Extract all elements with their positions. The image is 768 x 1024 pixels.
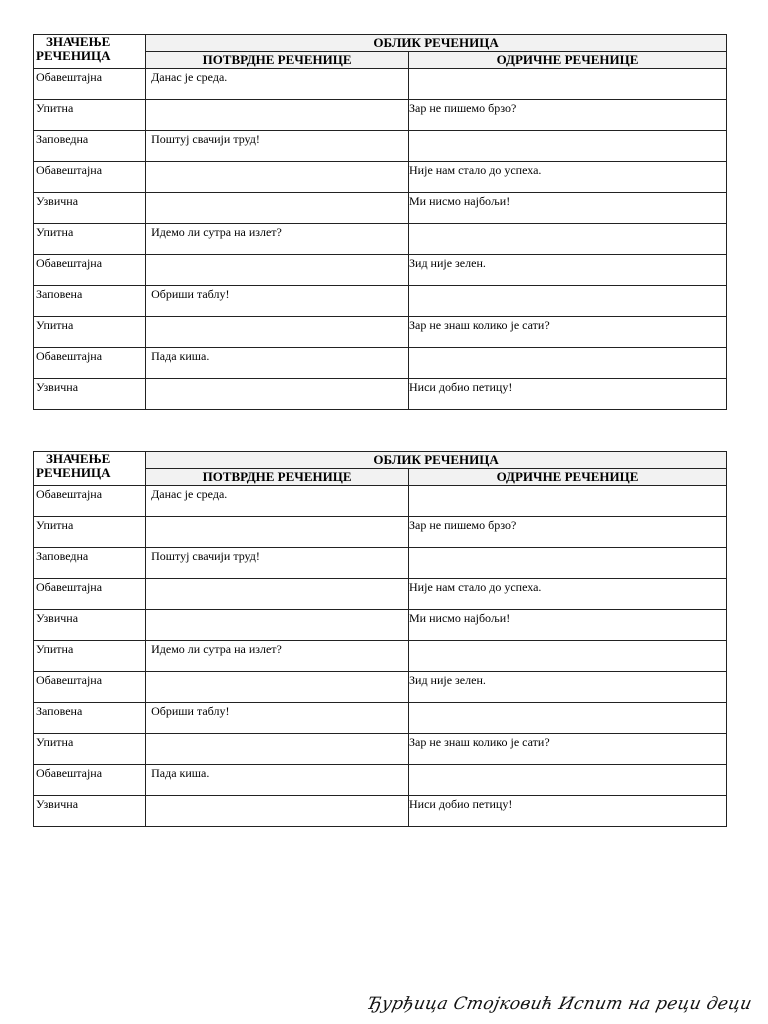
negative-cell: Зар не знаш колико је сати? — [409, 317, 727, 348]
meaning-cell: Обавештајна — [34, 162, 146, 193]
affirmative-cell: Идемо ли сутра на излет? — [146, 224, 409, 255]
negative-cell: Зид није зелен. — [409, 255, 727, 286]
table-row — [34, 548, 727, 579]
negative-cell — [409, 224, 727, 255]
table-row — [34, 579, 727, 610]
table-row — [34, 193, 727, 224]
negative-cell — [409, 348, 727, 379]
author-signature: Ђурђица Стојковић Испит на реци деци — [366, 994, 755, 1014]
meaning-cell: Упитна — [34, 517, 146, 548]
meaning-cell: Заповена — [34, 703, 146, 734]
negative-cell: Зар не знаш колико је сати? — [409, 734, 727, 765]
meaning-cell: Упитна — [34, 224, 146, 255]
meaning-cell: Обавештајна — [34, 672, 146, 703]
affirmative-cell — [146, 672, 409, 703]
table-row — [34, 131, 727, 162]
table-row — [34, 486, 727, 517]
affirmative-cell — [146, 517, 409, 548]
meaning-cell: Узвична — [34, 379, 146, 410]
meaning-cell: Упитна — [34, 100, 146, 131]
affirmative-cell — [146, 100, 409, 131]
affirmative-cell: Обриши таблу! — [146, 703, 409, 734]
meaning-cell: Упитна — [34, 317, 146, 348]
affirmative-cell — [146, 317, 409, 348]
meaning-cell: Обавештајна — [34, 69, 146, 100]
negative-cell — [409, 765, 727, 796]
table-row — [34, 224, 727, 255]
negative-cell — [409, 703, 727, 734]
meaning-cell: Заповедна — [34, 131, 146, 162]
affirmative-cell: Поштуј свачији труд! — [146, 131, 409, 162]
meaning-cell: Заповена — [34, 286, 146, 317]
sentence-table-2 — [33, 451, 727, 827]
table-row — [34, 610, 727, 641]
meaning-cell: Обавештајна — [34, 765, 146, 796]
affirmative-cell: Данас је среда. — [146, 486, 409, 517]
negative-cell: Ниси добио петицу! — [409, 796, 727, 827]
affirmative-cell: Пада киша. — [146, 348, 409, 379]
table-row — [34, 517, 727, 548]
negative-cell — [409, 486, 727, 517]
meaning-header: ЗНАЧЕЊЕ РЕЧЕНИЦА — [34, 35, 146, 69]
sentence-table-1 — [33, 34, 727, 410]
negative-cell — [409, 286, 727, 317]
affirmative-cell: Данас је среда. — [146, 69, 409, 100]
affirmative-cell: Идемо ли сутра на излет? — [146, 641, 409, 672]
meaning-cell: Упитна — [34, 641, 146, 672]
affirmative-cell: Пада киша. — [146, 765, 409, 796]
meaning-cell: Обавештајна — [34, 255, 146, 286]
affirmative-header: ПОТВРДНЕ РЕЧЕНИЦЕ — [146, 469, 409, 486]
table-row — [34, 703, 727, 734]
table-row — [34, 100, 727, 131]
form-header: ОБЛИК РЕЧЕНИЦА — [146, 35, 727, 52]
table-row — [34, 796, 727, 827]
negative-header: ОДРИЧНЕ РЕЧЕНИЦЕ — [409, 469, 727, 486]
table-row — [34, 255, 727, 286]
meaning-header: ЗНАЧЕЊЕ РЕЧЕНИЦА — [34, 452, 146, 486]
table-row — [34, 672, 727, 703]
table-row — [34, 69, 727, 100]
negative-cell — [409, 548, 727, 579]
meaning-cell: Обавештајна — [34, 348, 146, 379]
table-row — [34, 162, 727, 193]
negative-cell — [409, 69, 727, 100]
meaning-cell: Узвична — [34, 193, 146, 224]
negative-cell: Зар не пишемо брзо? — [409, 517, 727, 548]
table-row — [34, 379, 727, 410]
affirmative-cell — [146, 579, 409, 610]
meaning-cell: Узвична — [34, 610, 146, 641]
affirmative-cell — [146, 734, 409, 765]
affirmative-cell: Обриши таблу! — [146, 286, 409, 317]
negative-cell: Није нам стало до успеха. — [409, 162, 727, 193]
negative-cell — [409, 131, 727, 162]
table-row — [34, 286, 727, 317]
affirmative-cell — [146, 610, 409, 641]
negative-cell: Ми нисмо најбољи! — [409, 610, 727, 641]
table-row — [34, 348, 727, 379]
affirmative-cell — [146, 379, 409, 410]
affirmative-header: ПОТВРДНЕ РЕЧЕНИЦЕ — [146, 52, 409, 69]
negative-cell: Ми нисмо најбољи! — [409, 193, 727, 224]
table-row — [34, 641, 727, 672]
negative-cell — [409, 641, 727, 672]
table-row — [34, 317, 727, 348]
negative-cell: Ниси добио петицу! — [409, 379, 727, 410]
meaning-cell: Узвична — [34, 796, 146, 827]
meaning-cell: Обавештајна — [34, 579, 146, 610]
affirmative-cell — [146, 255, 409, 286]
form-header: ОБЛИК РЕЧЕНИЦА — [146, 452, 727, 469]
table-row — [34, 765, 727, 796]
meaning-cell: Заповедна — [34, 548, 146, 579]
affirmative-cell — [146, 193, 409, 224]
negative-cell: Зар не пишемо брзо? — [409, 100, 727, 131]
meaning-cell: Обавештајна — [34, 486, 146, 517]
negative-cell: Зид није зелен. — [409, 672, 727, 703]
affirmative-cell — [146, 162, 409, 193]
meaning-cell: Упитна — [34, 734, 146, 765]
table-row — [34, 734, 727, 765]
affirmative-cell: Поштуј свачији труд! — [146, 548, 409, 579]
negative-cell: Није нам стало до успеха. — [409, 579, 727, 610]
negative-header: ОДРИЧНЕ РЕЧЕНИЦЕ — [409, 52, 727, 69]
affirmative-cell — [146, 796, 409, 827]
